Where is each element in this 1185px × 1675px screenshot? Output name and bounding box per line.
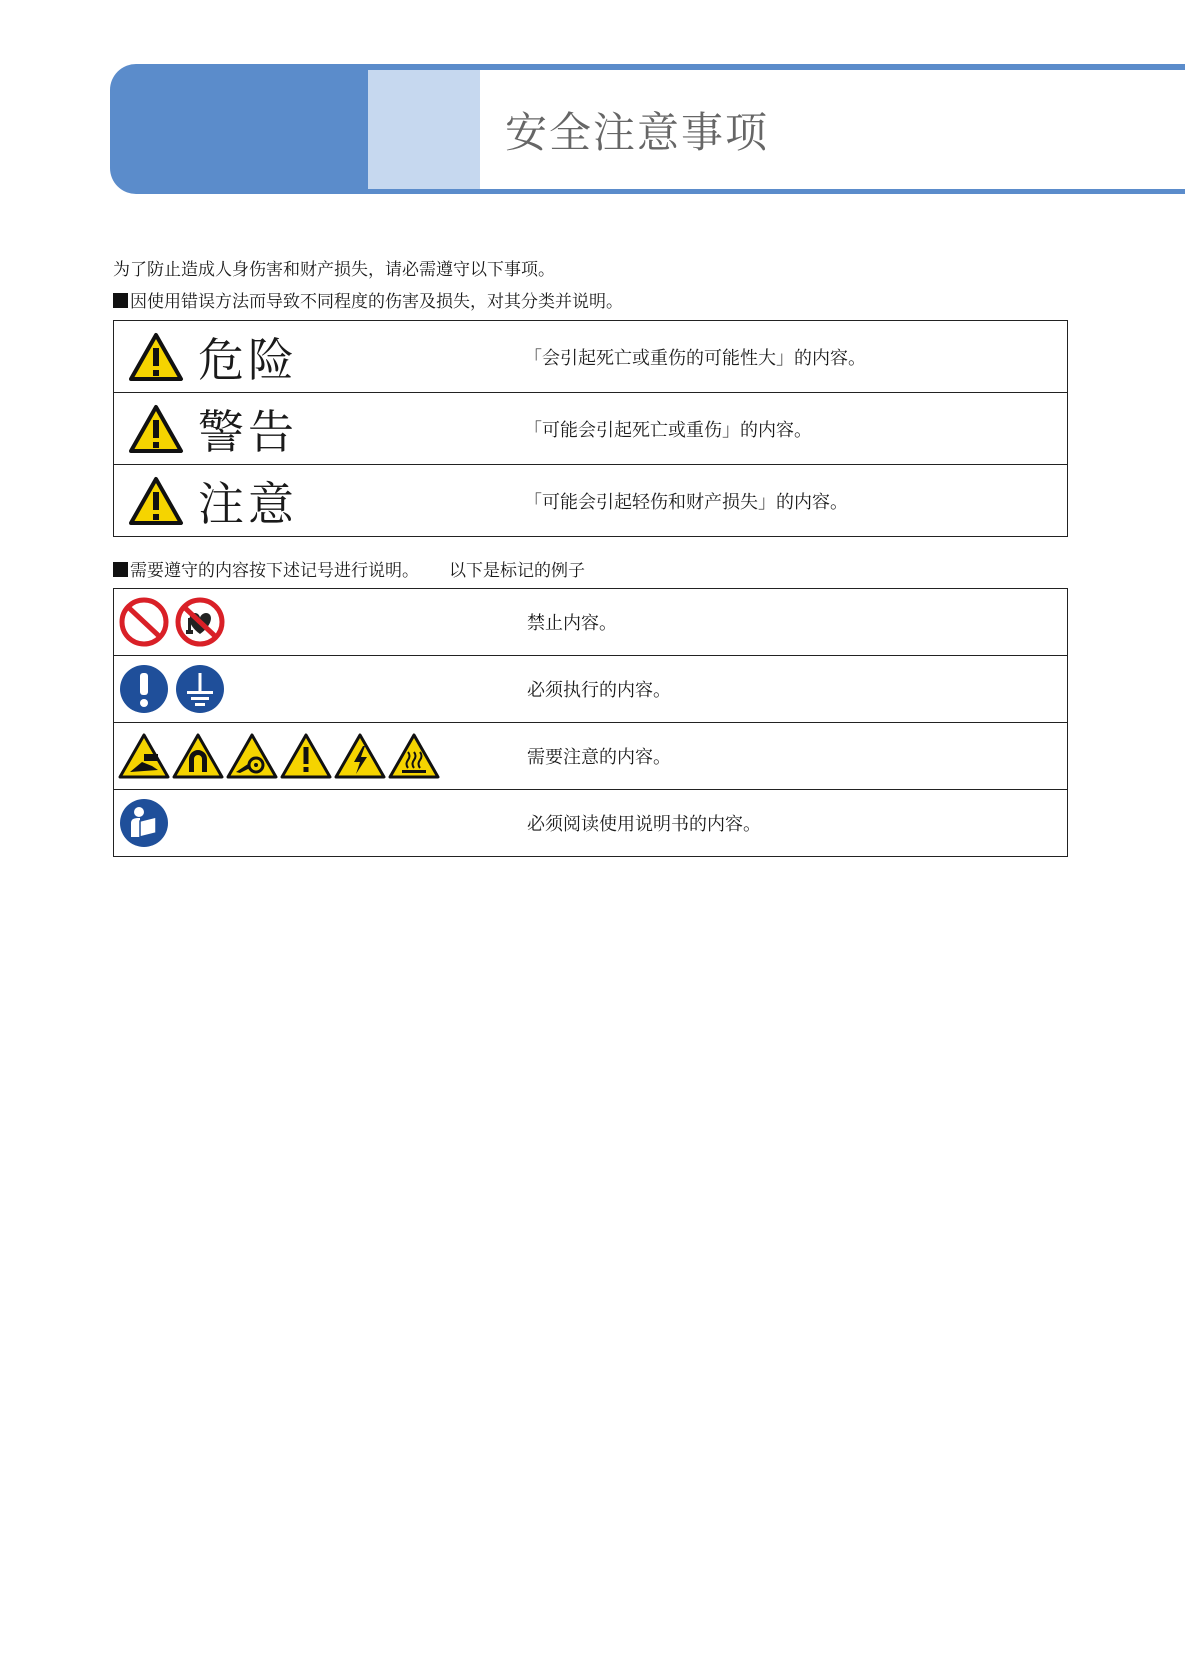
gear-entanglement-warning-icon bbox=[226, 732, 278, 780]
header-top-rule bbox=[368, 64, 1185, 70]
table-row-read-manual bbox=[114, 790, 1068, 857]
intro-line-2 bbox=[113, 287, 623, 312]
warning-triangle-icon bbox=[128, 404, 184, 454]
general-warning-icon bbox=[280, 732, 332, 780]
intro-line-1: 为了防止造成人身伤害和财产损失，请必需遵守以下事项。 bbox=[113, 260, 555, 280]
electric-shock-warning-icon bbox=[334, 732, 386, 780]
level-desc-warning: 「可能会引起死亡或重伤」的内容。 bbox=[524, 393, 1068, 465]
warning-triangle-icon bbox=[128, 332, 184, 382]
level-word-warning: 警告 bbox=[198, 404, 298, 459]
warning-triangle-icon bbox=[128, 476, 184, 526]
page-title: 安全注意事项 bbox=[505, 108, 770, 157]
table-row-warning bbox=[114, 393, 1068, 465]
table-row-danger bbox=[114, 321, 1068, 393]
symbols-intro bbox=[113, 556, 585, 581]
intro-line-2-text: 因使用错误方法而导致不同程度的伤害及损失，对其分类并说明。 bbox=[130, 292, 623, 312]
ground-icon bbox=[174, 663, 226, 715]
hot-surface-warning-icon bbox=[388, 732, 440, 780]
symbols-example-text: 以下是标记的例子 bbox=[449, 561, 585, 581]
hand-crush-warning-icon bbox=[118, 732, 170, 780]
header-accent-block bbox=[110, 64, 368, 194]
symbol-desc-prohibition: 禁止内容。 bbox=[527, 589, 1068, 656]
bullet-square bbox=[113, 293, 128, 308]
magnet-warning-icon bbox=[172, 732, 224, 780]
no-pacemaker-icon bbox=[174, 596, 226, 648]
table-row-prohibition bbox=[114, 589, 1068, 656]
level-word-caution: 注意 bbox=[198, 476, 298, 531]
symbol-desc-caution: 需要注意的内容。 bbox=[527, 723, 1068, 790]
table-row-caution bbox=[114, 465, 1068, 537]
level-desc-caution: 「可能会引起轻伤和财产损失」的内容。 bbox=[524, 465, 1068, 537]
read-manual-icon bbox=[118, 797, 170, 849]
level-desc-danger: 「会引起死亡或重伤的可能性大」的内容。 bbox=[524, 321, 1068, 393]
mandatory-exclamation-icon bbox=[118, 663, 170, 715]
bullet-square bbox=[113, 562, 128, 577]
header-bottom-rule bbox=[368, 189, 1185, 194]
prohibition-icon bbox=[118, 596, 170, 648]
symbol-desc-read-manual: 必须阅读使用说明书的内容。 bbox=[527, 790, 1068, 857]
level-word-danger: 危险 bbox=[198, 332, 298, 387]
table-row-caution-symbols bbox=[114, 723, 1068, 790]
header-light-block bbox=[368, 70, 480, 189]
hazard-level-table bbox=[113, 320, 1068, 537]
table-row-mandatory bbox=[114, 656, 1068, 723]
symbol-desc-mandatory: 必须执行的内容。 bbox=[527, 656, 1068, 723]
symbols-intro-text: 需要遵守的内容按下述记号进行说明。 bbox=[130, 561, 419, 581]
symbol-table bbox=[113, 588, 1068, 857]
